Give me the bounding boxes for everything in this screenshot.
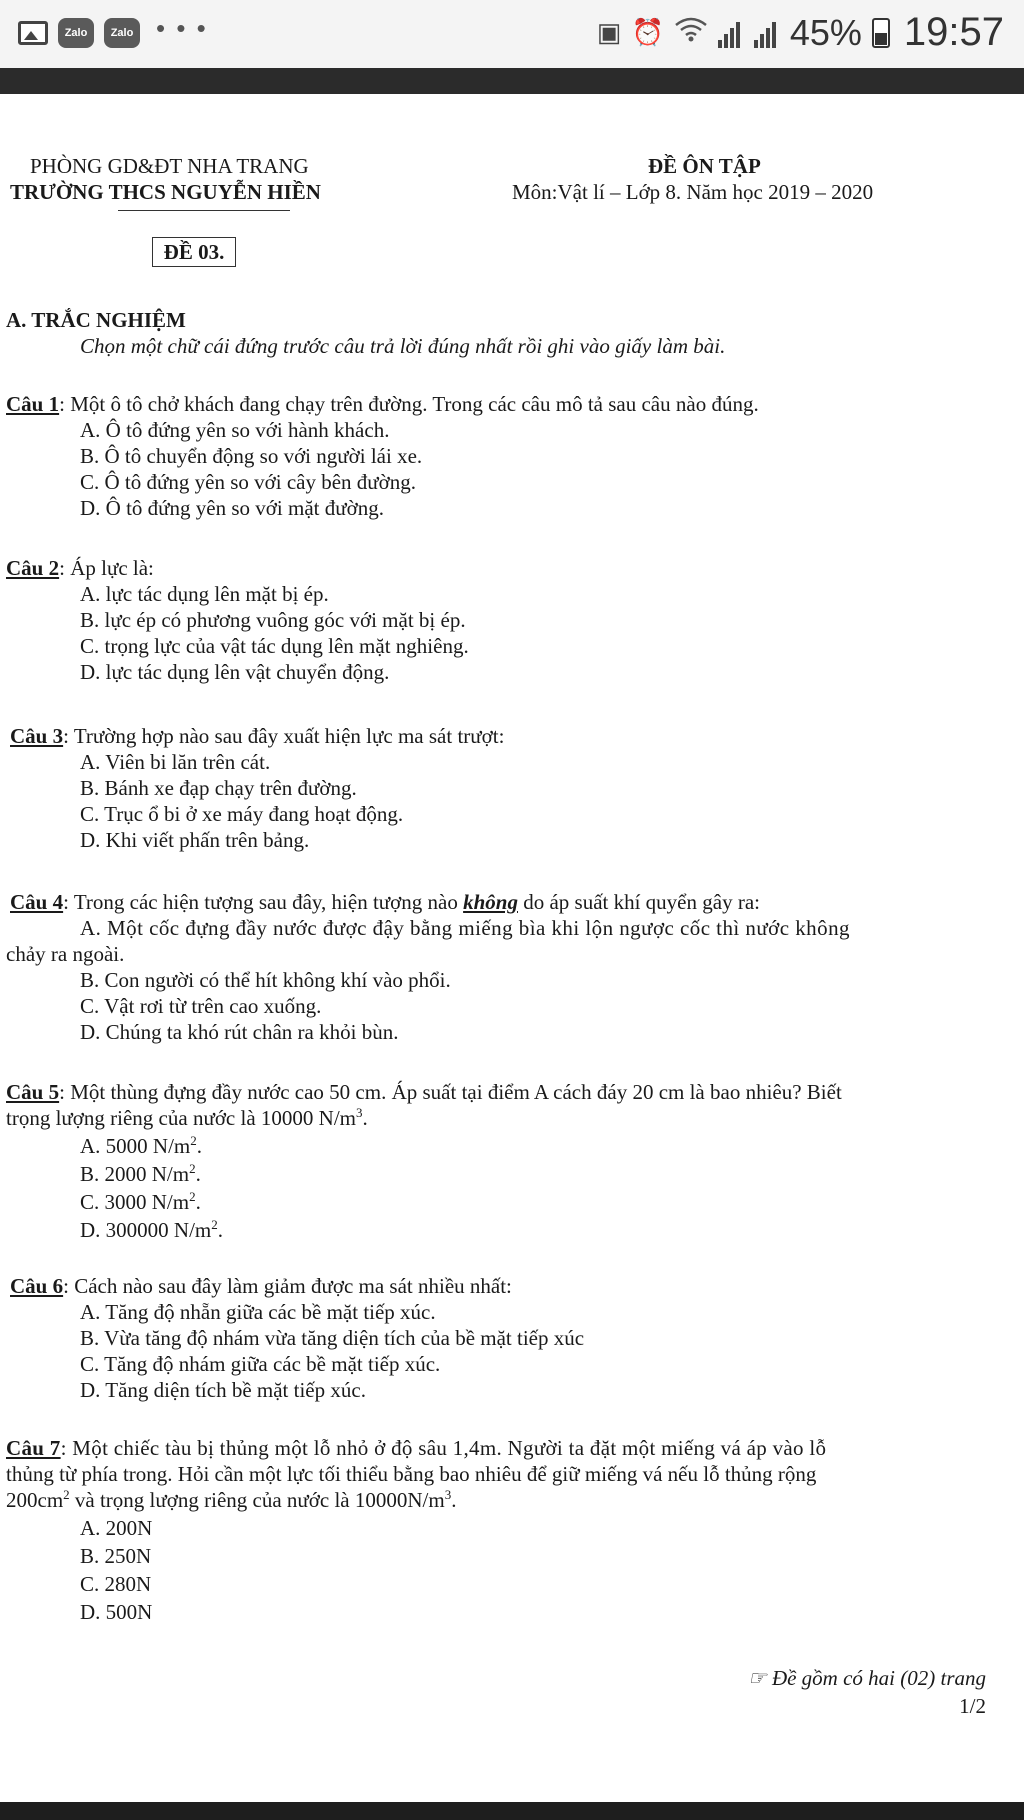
option-5b: B. 2000 $N/m^2$. [80, 1161, 201, 1186]
question-7: Câu 7: Một chiếc tàu bị thủng một lỗ nhỏ ở độ sâu 1,4m. Người ta đặt một miếng vá áp vào lỗ [6, 1436, 827, 1460]
option-1a: A. Ô tô đứng yên so với hành khách. [80, 418, 390, 442]
question-6: Câu 6: Cách nào sau đây làm giảm được ma sát nhiều nhất: [10, 1274, 512, 1298]
question-3: Câu 3: Trường hợp nào sau đây xuất hiện lực ma sát trượt: [10, 724, 505, 748]
option-4a-continued: chảy ra ngoài. [6, 942, 125, 966]
battery-percent: 45% [789, 11, 862, 53]
option-4a: A. Một cốc đựng đầy nước được đậy bằng miếng bìa khi lộn ngược cốc thì nước không [80, 916, 850, 940]
question-5: Câu 5: Một thùng đựng đầy nước cao 50 cm. Áp suất tại điểm A cách đáy 20 cm là bao nhiêu? Biết [6, 1080, 842, 1104]
pointer-icon: ☞ [747, 1666, 767, 1690]
exam-title: ĐỀ ÔN TẬP [648, 154, 761, 178]
option-1c: C. Ô tô đứng yên so với cây bên đường. [80, 470, 417, 494]
option-6b: B. Vừa tăng độ nhám vừa tăng diện tích của bề mặt tiếp xúc [80, 1326, 585, 1350]
option-1b: B. Ô tô chuyển động so với người lái xe. [80, 444, 423, 468]
question-7-continued-2: $200cm^2$ và trọng lượng riêng của nước là $10000N/m^3$. [6, 1487, 457, 1512]
bottom-band [0, 1802, 1024, 1820]
page-note: ☞ Đề gồm có hai (02) trang [747, 1666, 986, 1690]
option-5a: A. 5000 $N/m^2$. [80, 1133, 202, 1158]
option-4c: C. Vật rơi từ trên cao xuống. [80, 994, 322, 1018]
option-3d: D. Khi viết phấn trên bảng. [80, 828, 310, 852]
option-6d: D. Tăng diện tích bề mặt tiếp xúc. [80, 1378, 366, 1402]
option-1d: D. Ô tô đứng yên so với mặt đường. [80, 496, 384, 520]
option-4d: D. Chúng ta khó rút chân ra khỏi bùn. [80, 1020, 399, 1044]
option-5d: D. 300000 $N/m^2$. [80, 1217, 223, 1242]
battery-icon [872, 18, 890, 48]
option-3b: B. Bánh xe đạp chạy trên đường. [80, 776, 357, 800]
option-2c: C. trọng lực của vật tác dụng lên mặt nghiêng. [80, 634, 469, 658]
subject-line: Môn:Vật lí – Lớp 8. Năm học 2019 – 2020 [512, 180, 874, 204]
dark-band [0, 68, 1024, 94]
option-6a: A. Tăng độ nhẵn giữa các bề mặt tiếp xúc. [80, 1300, 436, 1324]
zalo-icon: Zalo [58, 18, 94, 48]
section-title: A. TRẮC NGHIỆM [6, 308, 186, 332]
option-6c: C. Tăng độ nhám giữa các bề mặt tiếp xúc. [80, 1352, 441, 1376]
header-underline [118, 210, 290, 211]
option-7a: A. 200N [80, 1516, 153, 1540]
option-7d: D. 500N [80, 1600, 153, 1624]
question-2: Câu 2: Áp lực là: [6, 556, 154, 580]
signal-icon [754, 18, 776, 48]
section-instruction: Chọn một chữ cái đứng trước câu trả lời đúng nhất rồi ghi vào giấy làm bài. [80, 334, 726, 358]
question-5-continued: trọng lượng riêng của nước là 10000 $N/m^3$. [6, 1105, 368, 1130]
option-7b: B. 250N [80, 1544, 152, 1568]
option-2a: A. lực tác dụng lên mặt bị ép. [80, 582, 329, 606]
option-3c: C. Trục ổ bi ở xe máy đang hoạt động. [80, 802, 404, 826]
option-7c: C. 280N [80, 1572, 152, 1596]
clock: 19:57 [903, 10, 1004, 54]
option-2d: D. lực tác dụng lên vật chuyển động. [80, 660, 390, 684]
zalo-icon: Zalo [104, 18, 140, 48]
sim-icon: ▣ [596, 17, 622, 47]
gallery-icon [18, 21, 48, 45]
option-5c: C. 3000 $N/m^2$. [80, 1189, 201, 1214]
question-1: Câu 1: Một ô tô chở khách đang chạy trên đường. Trong các câu mô tả sau câu nào đúng. [6, 392, 759, 416]
question-4: Câu 4: Trong các hiện tượng sau đây, hiện tượng nào không do áp suất khí quyển gây ra: [10, 890, 760, 914]
option-3a: A. Viên bi lăn trên cát. [80, 750, 271, 774]
school-name: TRƯỜNG THCS NGUYỄN HIỀN [10, 180, 321, 204]
option-4b: B. Con người có thể hít không khí vào phổi. [80, 968, 451, 992]
alarm-icon: ⏰ [631, 17, 664, 47]
option-2b: B. lực ép có phương vuông góc với mặt bị ép. [80, 608, 466, 632]
signal-icon [718, 18, 740, 48]
question-7-continued: thủng từ phía trong. Hỏi cần một lực tối thiểu bằng bao nhiêu để giữ miếng vá nếu lỗ thủng rộng [6, 1462, 817, 1486]
wifi-icon [674, 16, 708, 49]
department-name: PHÒNG GD&ĐT NHA TRANG [30, 154, 309, 178]
more-notifications-icon: • • • [156, 12, 208, 43]
page-number: 1/2 [959, 1694, 986, 1718]
exam-code-box: ĐỀ 03. [152, 237, 236, 267]
status-bar [0, 0, 1024, 72]
